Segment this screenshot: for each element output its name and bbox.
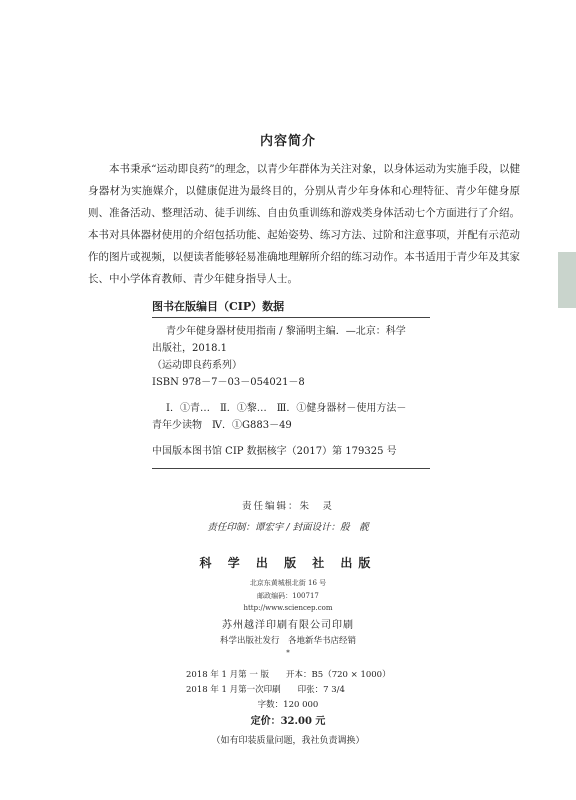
cip-isbn: ISBN 978－7－03－054021－8 <box>152 377 305 388</box>
cip-subject-line: Ⅰ．①青… Ⅱ．①黎… Ⅲ．①健身器材－使用方法－ <box>166 403 407 414</box>
intro-body <box>88 158 520 290</box>
quality-notice: （如有印装质量问题，我社负责调换） <box>211 736 365 746</box>
cip-bottom-rule <box>152 468 430 469</box>
intro-title: 内容简介 <box>259 134 316 149</box>
word-count: 字数：120 000 <box>257 700 319 710</box>
editor-credit: 责任编辑：朱 灵 <box>241 501 334 512</box>
cip-subject-line-2: 青年少读物 Ⅳ．①G883－49 <box>152 420 292 431</box>
separator-mark: * <box>286 649 290 657</box>
cip-publisher-line: 出版社，2018.1 <box>152 343 227 354</box>
printer-line: 苏州越洋印刷有限公司印刷 <box>222 620 354 631</box>
cip-series-line: （运动即良药系列） <box>152 360 242 371</box>
cip-data-number: 中国版本图书馆 CIP 数据核字（2017）第 179325 号 <box>152 446 397 457</box>
publisher-postcode: 邮政编码：100717 <box>257 592 319 600</box>
cip-record <box>152 323 430 460</box>
design-credit: 责任印制：谭宏宇 / 封面设计：殷 靓 <box>207 522 369 533</box>
edition-line: 2018 年 1 月第 一 版 开本：B5（720 × 1000） <box>186 670 391 680</box>
cip-heading: 图书在版编目（CIP）数据 <box>152 300 285 313</box>
publisher-address: 北京东黄城根北街 16 号 <box>249 579 327 587</box>
cip-title-line: 青少年健身器材使用指南 / 黎涌明主编．—北京：科学 <box>166 326 406 337</box>
distribution-line: 科学出版社发行 各地新华书店经销 <box>219 636 356 646</box>
publisher-name: 科 学 出 版 社 出版 <box>199 556 377 570</box>
print-line: 2018 年 1 月第一次印刷 印张：7 3/4 <box>186 685 345 695</box>
cip-top-rule <box>152 317 430 318</box>
price: 定价：32.00 元 <box>250 716 326 727</box>
page-edge-tab <box>558 252 576 308</box>
publisher-url: http://www.sciencep.com <box>243 604 333 612</box>
intro-paragraph: 本书秉承“运动即良药”的理念，以青少年群体为关注对象，以身体运动为实施手段，以健身器材为实施媒介，以健康促进为最终目的，分别从青少年身体和心理特征、青少年健身原则、准备活动、整理活动、徒手训练、自由负重训练和游戏类身体活动七个方面进行了介绍。本书对具体器材使用的介绍包括功能、起始姿势、练习方法、过阶和注意事项，并配有示范动作的图片或视频，以便读者能够轻易准确地理解所介绍的练习动作。本书适用于青少年及其家长、中小学体育教师、青少年健身指导人士。 <box>88 163 520 285</box>
